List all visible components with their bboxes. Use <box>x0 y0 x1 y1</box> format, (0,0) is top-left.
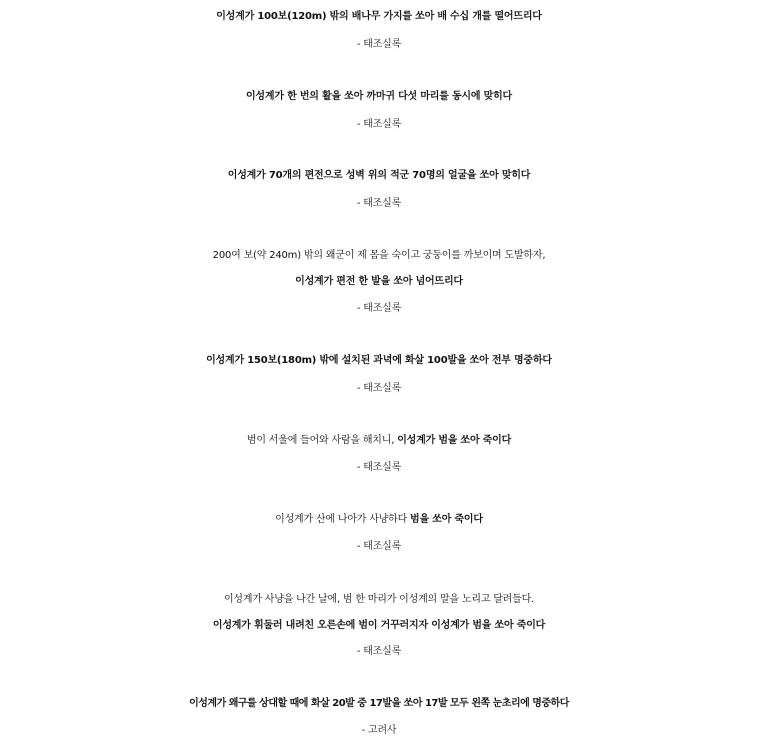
entry-6-source-name: 태조실록 <box>363 462 402 473</box>
entry-7-source-name: 태조실록 <box>363 541 402 552</box>
entry-4-source <box>0 298 758 320</box>
entry-6-context: 범이 서울에 들어와 사람을 해치니, <box>246 435 395 446</box>
entry-8-context: 이성계가 사냥을 나간 날에, 범 한 마리가 이성계의 말을 노리고 달려들다. <box>223 594 535 605</box>
entry-6-highlight: 이성계가 범을 쏘아 죽이다 <box>397 435 512 446</box>
source-prefix: - <box>356 303 364 314</box>
entry-3-text: 이성계가 70개의 편전으로 성벽 위의 적군 70명의 얼굴을 쏘아 맞히다 <box>227 170 531 181</box>
entry-5-source <box>0 378 758 400</box>
source-prefix: - <box>356 462 364 473</box>
entry-7-highlight: 범을 쏘아 죽이다 <box>410 514 483 525</box>
entry-8-source <box>0 641 758 663</box>
entry-7-context: 이성계가 산에 나아가 사냥하다 <box>275 514 408 525</box>
entry-7-source <box>0 536 758 558</box>
source-prefix: - <box>356 541 364 552</box>
entry-4-text: 이성계가 편전 한 발을 쏘아 넘어뜨리다 <box>295 276 463 287</box>
entry-5-text: 이성계가 150보(180m) 밖에 설치된 과녁에 화살 100발을 쏘아 전부 명중하다 <box>206 355 552 366</box>
entry-5-source-name: 태조실록 <box>363 383 402 394</box>
entry-3-source-name: 태조실록 <box>363 198 402 209</box>
entry-7-text <box>0 509 758 531</box>
entry-9-source-name: 고려사 <box>368 725 397 736</box>
source-prefix: - <box>356 646 364 657</box>
entry-9-source <box>0 720 758 742</box>
entry-1-source <box>0 34 758 56</box>
entry-6-source <box>0 457 758 479</box>
entry-4-context: 200여 보(약 240m) 밖의 왜군이 제 몸을 숙이고 궁둥이를 까보이며 도발하자, <box>212 250 546 261</box>
entry-8-text: 이성계가 휘둘러 내려친 오른손에 범이 거꾸러지자 이성계가 범을 쏘아 죽이다 <box>212 620 546 631</box>
entry-6-text <box>0 430 758 452</box>
entry-2-source <box>0 114 758 136</box>
entry-9-text: 이성계가 왜구를 상대할 때에 화살 20발 중 17발을 쏘아 17발 모두 왼쪽 눈초리에 명중하다 <box>189 698 569 709</box>
entry-2-text: 이성계가 한 번의 활을 쏘아 까마귀 다섯 마리를 동시에 맞히다 <box>245 91 513 102</box>
entry-2-source-name: 태조실록 <box>363 119 402 130</box>
source-prefix: - <box>356 39 364 50</box>
source-prefix: - <box>356 383 364 394</box>
source-prefix: - <box>356 119 364 130</box>
entry-8-source-name: 태조실록 <box>363 646 402 657</box>
source-prefix: - <box>361 725 368 736</box>
entry-4-source-name: 태조실록 <box>363 303 402 314</box>
source-prefix: - <box>356 198 364 209</box>
entry-1-text: 이성계가 100보(120m) 밖의 배나무 가지를 쏘아 배 수십 개를 떨어뜨리다 <box>216 11 542 22</box>
entry-1-source-name: 태조실록 <box>363 39 402 50</box>
entry-3-source <box>0 193 758 215</box>
